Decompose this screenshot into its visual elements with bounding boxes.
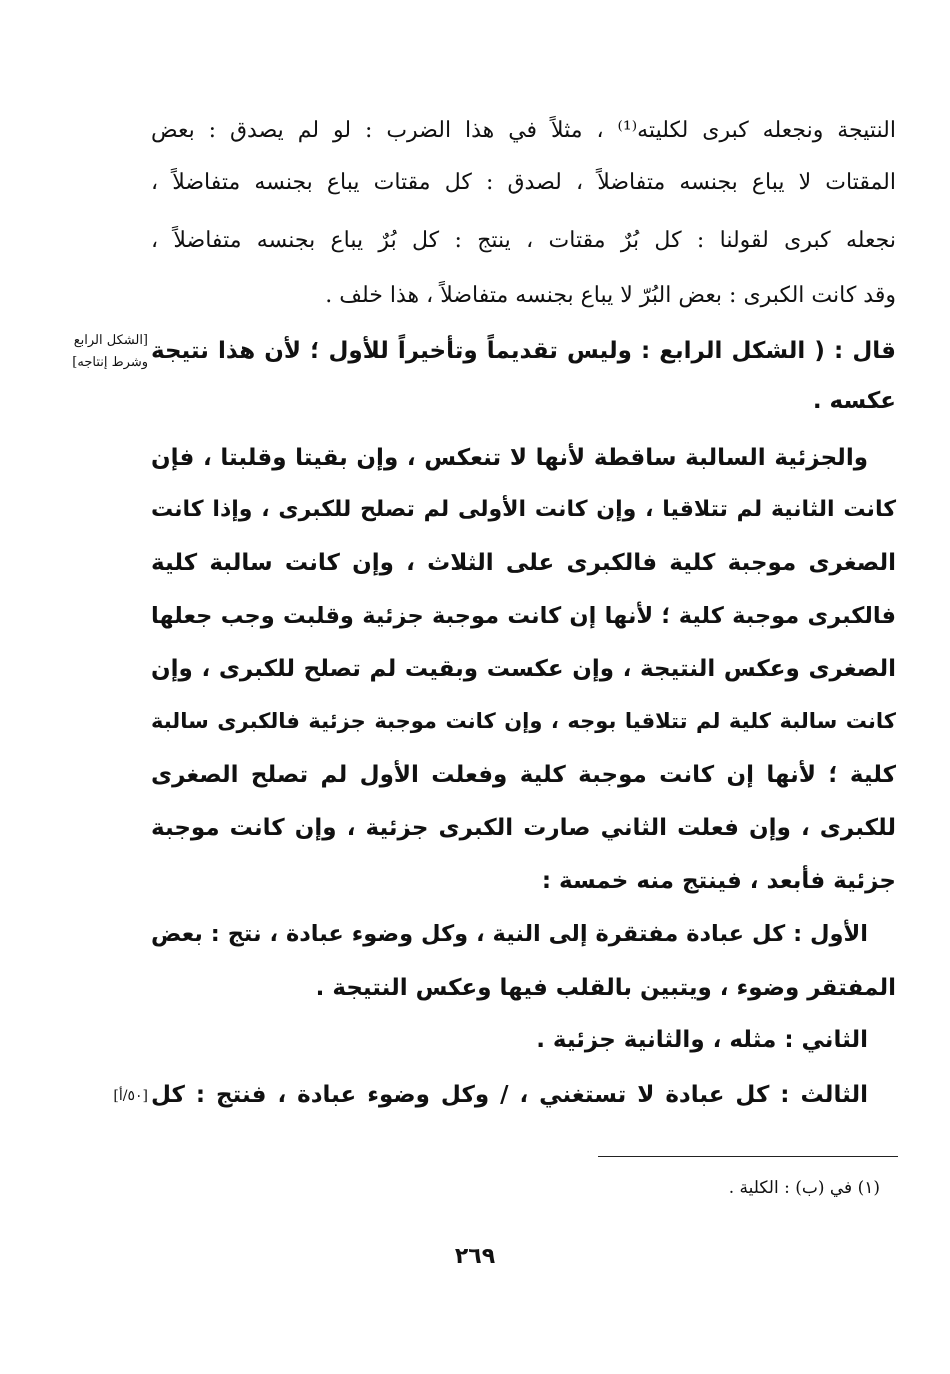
text-line: الصغرى وعكس النتيجة ، وإن عكست وبقيت لم تصلح للكبرى ، وإن [151,656,896,682]
text-line: فالكبرى موجبة كلية ؛ لأنها إن كانت موجبة جزئية وقلبت وجب جعلها [151,603,896,629]
text-line: الأول : كل عبادة مفتقرة إلى النية ، وكل وضوء عبادة ، نتج : بعض [151,921,868,947]
text-line: جزئية فأبعد ، فينتج منه خمسة : [541,868,896,894]
text-line: المقتات لا يباع بجنسه متفاضلاً ، لصدق : كل مقتات يباع بجنسه متفاضلاً ، [151,170,896,195]
text-line: المفتقر وضوء ، ويتبين بالقلب فيها وعكس النتيجة . [315,975,896,1001]
text-line: الثالث : كل عبادة لا تستغني ، / وكل وضوء عبادة ، فنتج : كل [151,1082,868,1108]
text-line: للكبرى ، وإن فعلت الثاني صارت الكبرى جزئية ، وإن كانت موجبة [151,815,896,841]
folio-reference: [٥٠/أ] [113,1088,148,1104]
footnote-divider [598,1156,898,1157]
margin-note-line: وشرط إنتاجه] [72,355,148,370]
quote-line: قال : ( الشكل الرابع : وليس تقديماً وتأخيراً للأول ؛ لأن هذا نتيجة [151,338,896,364]
text-line: الصغرى موجبة كلية فالكبرى على الثلاث ، وإن كانت سالبة كلية [151,550,896,576]
text-line: والجزئية السالبة ساقطة لأنها لا تنعكس ، وإن بقيتا وقلبتا ، فإن [151,445,868,471]
text-line: كانت سالبة كلية لم تتلاقيا بوجه ، وإن كانت موجبة جزئية فالكبرى سالبة [151,709,896,733]
footnote: (١) في (ب) : الكلية . [728,1178,880,1198]
text-line: النتيجة ونجعله كبرى لكليته⁽¹⁾ ، مثلاً في هذا الضرب : لو لم يصدق : بعض [151,118,896,143]
quote-line: عكسه . [812,388,896,414]
text-line: وقد كانت الكبرى : بعض البُرّ لا يباع بجنسه متفاضلاً ، هذا خلف . [325,283,896,308]
text-line: كانت الثانية لم تتلاقيا ، وإن كانت الأولى لم تصلح للكبرى ، وإذا كانت [151,497,896,522]
margin-note-line: [الشكل الرابع [73,333,148,348]
margin-note [30,330,148,374]
text-line: نجعله كبرى لقولنا : كل بُرٌ مقتات ، ينتج : كل بُرٌ يباع بجنسه متفاضلاً ، [151,228,896,253]
text-line: الثاني : مثله ، والثانية جزئية . [536,1027,868,1053]
text-line: كلية ؛ لأنها إن كانت موجبة كلية وفعلت الأول لم تصلح الصغرى [151,762,896,788]
page-number: ٢٦٩ [454,1244,496,1269]
